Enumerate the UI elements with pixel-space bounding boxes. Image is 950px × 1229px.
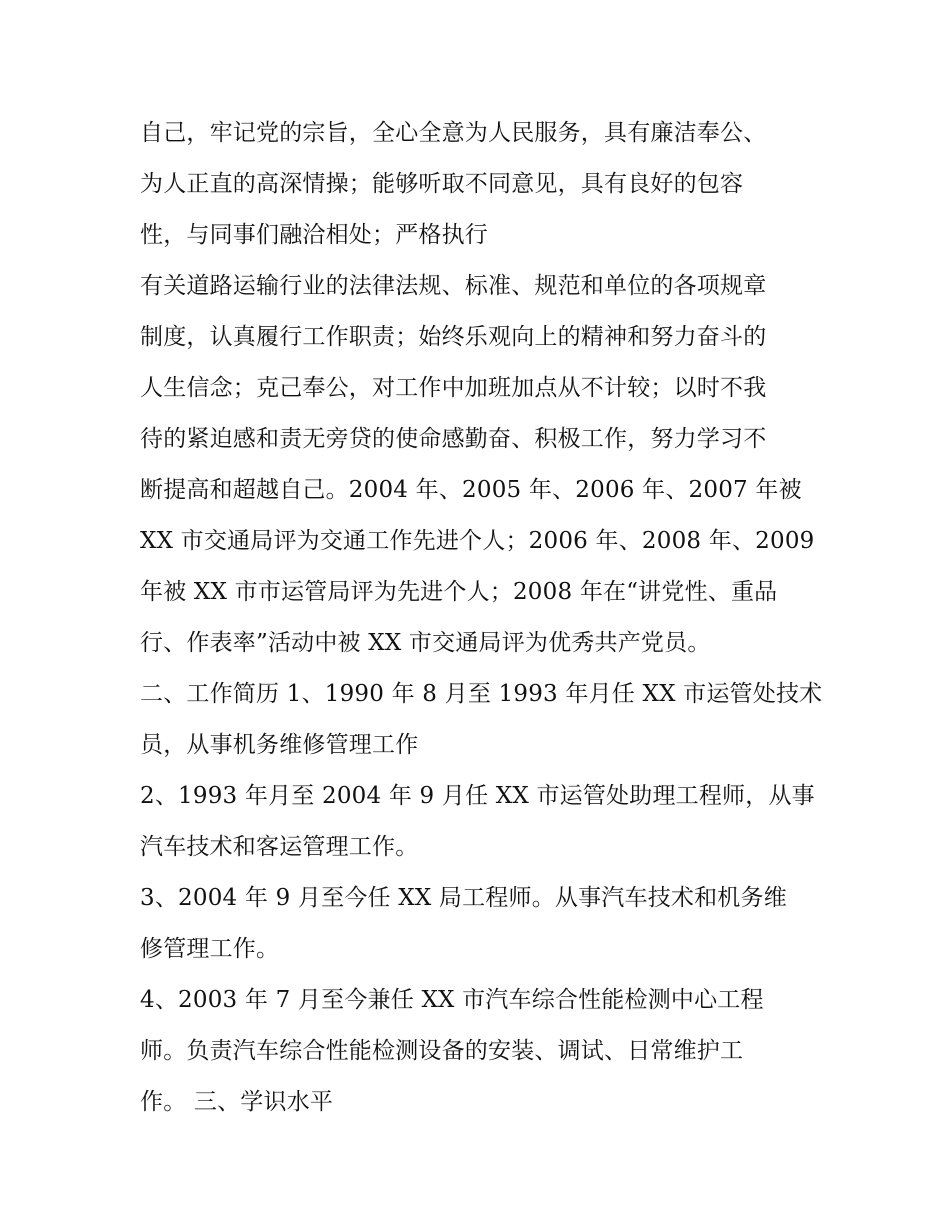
text-line-14: 2、1993 年月至 2004 年 9 月任 XX 市运管处助理工程师，从事 (140, 783, 815, 809)
text-line-4: 有关道路运输行业的法律法规、标准、规范和单位的各项规章 (140, 273, 767, 299)
text-line-19: 师。负责汽车综合性能检测设备的安装、调试、日常维护工 (140, 1038, 744, 1064)
text-line-18: 4、2003 年 7 月至今兼任 XX 市汽车综合性能检测中心工程 (140, 987, 764, 1013)
text-line-5: 制度，认真履行工作职责；始终乐观向上的精神和努力奋斗的 (140, 324, 767, 350)
text-line-10: 年被 XX 市市运管局评为先进个人；2008 年在“讲党性、重品 (140, 579, 778, 605)
text-line-20: 作。 三、学识水平 (140, 1089, 334, 1115)
document-body (140, 108, 830, 1128)
text-line-17: 修管理工作。 (140, 936, 280, 962)
text-line-11: 行、作表率”活动中被 XX 市交通局评为优秀共产党员。 (140, 630, 711, 656)
text-line-15: 汽车技术和客运管理工作。 (140, 834, 419, 860)
text-line-2: 为人正直的高深情操；能够听取不同意见，具有良好的包容 (140, 171, 744, 197)
text-line-13: 员，从事机务维修管理工作 (140, 732, 419, 758)
text-line-12: 二、工作简历 1、1990 年 8 月至 1993 年月任 XX 市运管处技术 (140, 681, 823, 707)
text-line-16: 3、2004 年 9 月至今任 XX 局工程师。从事汽车技术和机务维 (140, 885, 787, 911)
text-line-8: 断提高和超越自己。2004 年、2005 年、2006 年、2007 年被 (140, 477, 802, 503)
text-line-1: 自己，牢记党的宗旨，全心全意为人民服务，具有廉洁奉公、 (140, 120, 767, 146)
text-line-6: 人生信念；克己奉公，对工作中加班加点从不计较；以时不我 (140, 375, 767, 401)
text-line-3: 性，与同事们融洽相处；严格执行 (140, 222, 488, 248)
text-line-7: 待的紧迫感和责无旁贷的使命感勤奋、积极工作，努力学习不 (140, 426, 767, 452)
text-line-9: XX 市交通局评为交通工作先进个人；2006 年、2008 年、2009 (140, 528, 815, 554)
